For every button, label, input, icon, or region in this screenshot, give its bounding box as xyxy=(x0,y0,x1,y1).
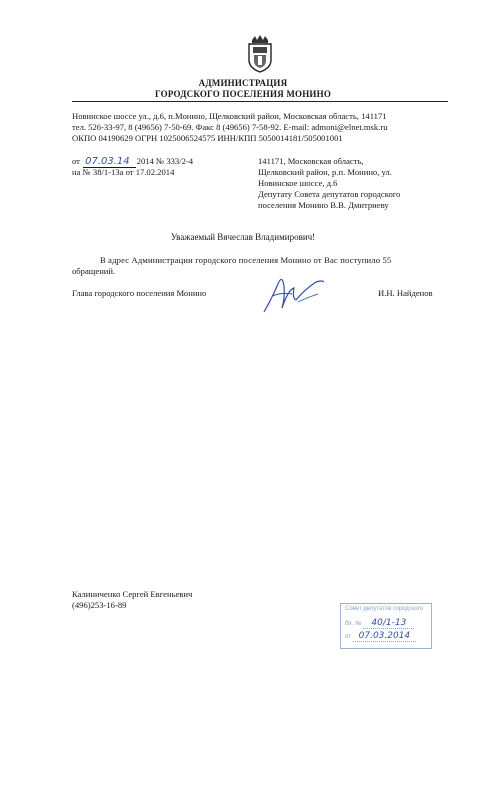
letterhead-phones: тел. 526-33-97, 8 (49656) 7-50-69. Факс 8 (49656) 7-58-92. E-mail: admoni@elnet.msk.ru xyxy=(72,122,388,132)
body-paragraph-line1: В адрес Администрации городского поселения Монино от Вас поступило 55 xyxy=(100,255,392,265)
outgoing-number: 2014 № 333/2-4 xyxy=(136,156,194,166)
coat-of-arms-icon xyxy=(245,34,275,74)
letterhead-codes: ОКПО 04190629 ОГРН 1025006524575 ИНН/КПП 5050014181/505001001 xyxy=(72,133,343,143)
stamp-number-line xyxy=(345,620,414,628)
stamp-date: 07.03.2014 xyxy=(353,631,417,642)
stamp-date-line xyxy=(345,633,416,641)
handwritten-date: 07.03.14 xyxy=(83,156,136,168)
body-paragraph-line2: обращений. xyxy=(72,266,116,276)
executor-name: Калиниченко Сергей Евгеньевич xyxy=(72,589,193,599)
registration-stamp xyxy=(340,603,432,649)
signature-icon xyxy=(258,268,328,316)
stamp-date-prefix: от xyxy=(345,634,351,640)
stamp-number-prefix: Вх. № xyxy=(345,621,362,627)
recipient-line: Щелковский район, р.п. Монино, ул. xyxy=(258,167,392,177)
org-name-line2: ГОРОДСКОГО ПОСЕЛЕНИЯ МОНИНО xyxy=(154,89,332,99)
org-name-line1: АДМИНИСТРАЦИЯ xyxy=(198,78,288,88)
letterhead-address: Новинское шоссе ул., д.6, п.Монино, Щелковский район, Московская область, 141171 xyxy=(72,111,387,121)
recipient-line: поселения Монино В.В. Дмитриеву xyxy=(258,200,389,210)
signoff-position: Глава городского поселения Монино xyxy=(72,288,207,298)
executor-phone: (496)253-16-89 xyxy=(72,600,127,610)
salutation: Уважаемый Вячеслав Владимирович! xyxy=(170,232,316,242)
outgoing-prefix: от xyxy=(72,156,80,166)
stamp-header: Совет депутатов городского xyxy=(345,606,424,612)
recipient-line: Депутату Совета депутатов городского xyxy=(258,189,401,199)
recipient-line: Новинское шоссе, д.6 xyxy=(258,178,338,188)
signoff-name: И.Н. Найденов xyxy=(378,288,433,298)
recipient-line: 141171, Московская область, xyxy=(258,156,364,166)
recipient-block xyxy=(258,156,400,211)
reply-to-line: на № 38/1-13а от 17.02.2014 xyxy=(72,167,175,177)
stamp-number: 40/1-13 xyxy=(363,618,414,629)
letterhead-divider xyxy=(72,101,448,102)
